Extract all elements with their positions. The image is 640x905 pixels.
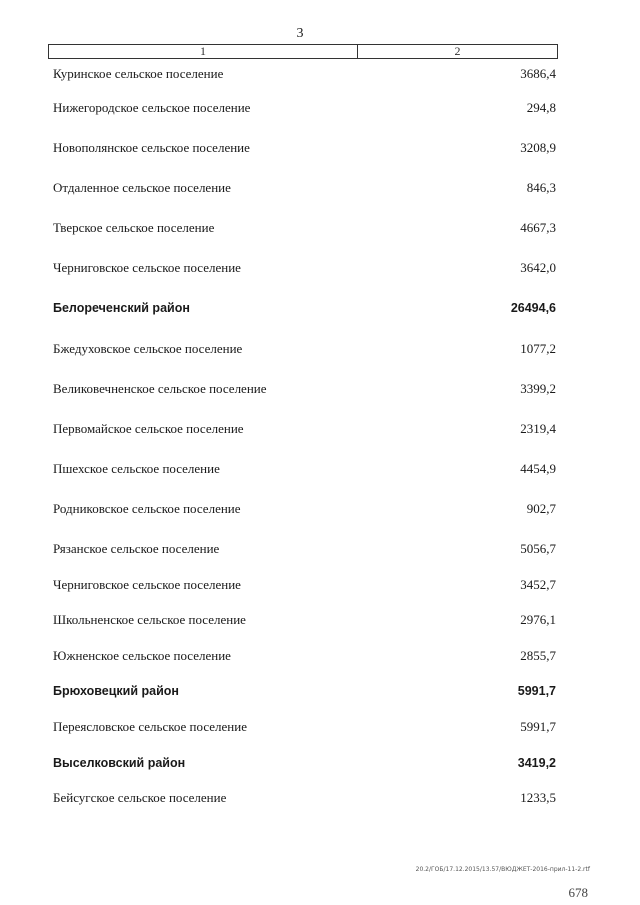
- document-code: 20.2/ГОБ/17.12.2015/13.57/ВЮДЖЕТ-2016-прил-11-2.rtf: [415, 866, 590, 873]
- column-1-header: 1: [200, 44, 206, 58]
- row-value: 3642,0: [520, 260, 556, 275]
- row-name: Пшехское сельское поселение: [53, 461, 220, 476]
- row-value: 4454,9: [520, 461, 556, 476]
- row-name: Бжедуховское сельское поселение: [53, 341, 243, 356]
- row-value: 4667,3: [520, 220, 556, 235]
- row-value: 2976,1: [520, 612, 556, 627]
- row-value: 5991,7: [517, 684, 556, 698]
- row-name: Первомайское сельское поселение: [53, 421, 244, 436]
- row-value: 294,8: [526, 100, 556, 115]
- row-value: 1233,5: [520, 790, 556, 805]
- row-name: Бейсугское сельское поселение: [53, 790, 227, 805]
- row-value: 3419,2: [517, 756, 556, 770]
- row-name: Новополянское сельское поселение: [53, 140, 250, 155]
- row-name: Южненское сельское поселение: [53, 648, 231, 663]
- row-value: 26494,6: [510, 301, 556, 315]
- row-value: 1077,2: [520, 341, 556, 356]
- row-name: Переясловское сельское поселение: [53, 719, 247, 734]
- page-number: 3: [296, 26, 304, 41]
- row-value: 3208,9: [520, 140, 556, 155]
- row-name: Тверское сельское поселение: [53, 220, 215, 235]
- row-value: 3399,2: [520, 381, 556, 396]
- row-value: 846,3: [526, 180, 556, 195]
- sheet-number: 678: [568, 885, 588, 900]
- row-name: Выселковский район: [53, 756, 186, 770]
- row-name: Отдаленное сельское поселение: [53, 180, 231, 195]
- row-name: Школьненское сельское поселение: [53, 612, 246, 627]
- row-value: 902,7: [526, 501, 556, 516]
- row-value: 5991,7: [520, 719, 556, 734]
- row-name: Великовечненское сельское поселение: [53, 381, 267, 396]
- column-2-header: 2: [454, 44, 461, 58]
- row-value: 3452,7: [520, 577, 556, 592]
- row-name: Белореченский район: [53, 301, 190, 315]
- table-header: [48, 44, 558, 59]
- row-value: 5056,7: [520, 541, 556, 556]
- row-name: Черниговское сельское поселение: [53, 577, 241, 592]
- row-name: Брюховецкий район: [53, 684, 179, 698]
- row-value: 3686,4: [520, 66, 556, 81]
- row-name: Рязанское сельское поселение: [53, 541, 220, 556]
- row-name: Нижегородское сельское поселение: [53, 100, 251, 115]
- row-value: 2855,7: [520, 648, 556, 663]
- row-name: Куринское сельское поселение: [53, 66, 224, 81]
- row-name: Черниговское сельское поселение: [53, 260, 241, 275]
- row-value: 2319,4: [520, 421, 556, 436]
- row-name: Родниковское сельское поселение: [53, 501, 241, 516]
